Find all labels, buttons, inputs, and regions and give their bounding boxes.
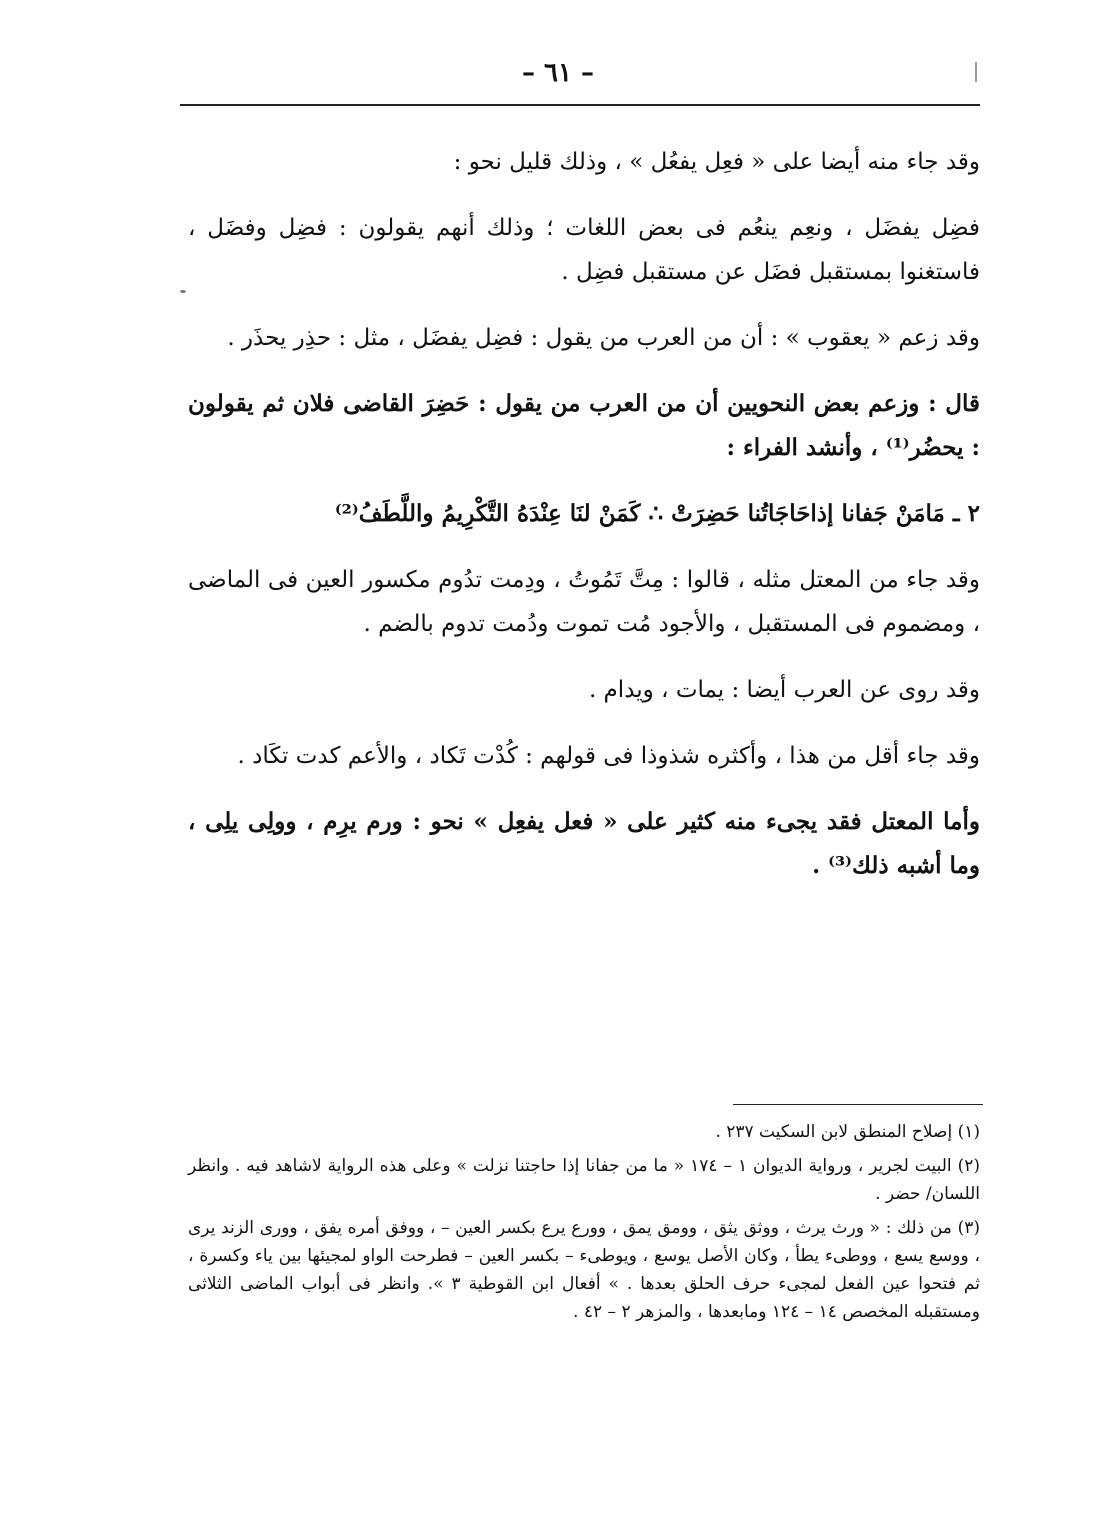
scan-speck	[975, 62, 977, 82]
scan-speck	[180, 290, 186, 293]
paragraph-2: فضِل يفضَل ، ونعِم ينعُم فى بعض اللغات ؛ وذلك أنهم يقولون : فضِل وفضَل ، فاستغنوا بمستقبل فضَل عن مستقبل فضِل .	[188, 215, 980, 285]
paragraph-8: وأما المعتل فقد يجىء منه كثير على « فعل يفعِل » نحو : ورم يرِم ، وولِى يلِى ، وما أشبه ذلك⁽³⁾ .	[188, 808, 980, 879]
paragraph-6: وقد روى عن العرب أيضا : يمات ، ويدام .	[588, 677, 980, 703]
header-rule	[180, 104, 980, 106]
footnote-separator	[733, 1104, 983, 1105]
paragraph-7: وقد جاء أقل من هذا ، وأكثره شذوذا فى قولهم : كُدْت تَكاد ، والأعم كدت تكَاد .	[237, 743, 980, 769]
paragraph-5: وقد جاء من المعتل مثله ، قالوا : مِتَّ تَمُوتُ ، ودِمت تدُوم مكسور العين فى الماضى ، ومضموم فى المستقبل ، والأجود مُت تموت ودُمت تدوم بالضم .	[188, 567, 980, 637]
page-number: – ٦١ –	[521, 58, 595, 88]
poetry-verse: ٢ ـ مَامَنْ جَفانا إذاحَاجَاتُنا حَضِرَتْ ∴ كَمَنْ لنَا عِنْدَهُ التَّكْرِيمُ واللَّطَفُ⁽²⁾	[334, 500, 980, 527]
footnotes	[188, 1118, 980, 1332]
footnote-2: (٢) البيت لجرير ، ورواية الديوان ١ – ١٧٤ « ما من جفانا إذا حاجتنا نزلت » وعلى هذه الرواية لاشاهد فيه . وانظر اللسان/ حضر .	[188, 1156, 980, 1204]
paragraph-3: وقد زعم « يعقوب » : أن من العرب من يقول : فضِل يفضَل ، مثل : حذِر يحذَر .	[227, 325, 980, 351]
main-text	[188, 140, 980, 910]
footnote-1: (١) إصلاح المنطق لابن السكيت ٢٣٧ .	[715, 1122, 980, 1142]
paragraph-1: وقد جاء منه أيضا على « فعِل يفعُل » ، وذلك قليل نحو :	[453, 149, 980, 175]
footnote-3: (٣) من ذلك : « ورث يرث ، ووثق يثق ، وومق يمق ، وورع يرع بكسر العين – ، ووفق أمره يفق ، وورى الزند يرى ، ووسع يسع ، ووطىء يطأ ، وكان الأصل يوسع ، ويوطىء – بكسر العين – فطرحت الواو لمجيئها بين ياء وكسرة ، ثم فتحوا عين الفعل لمجىء حرف الحلق بعدها . » أفعال ابن القوطية ٣ ». وانظر فى أبواب الماضى الثلاثى ومستقبله المخصص ١٤ – ١٢٤ ومابعدها ، والمزهر ٢ – ٤٢ .	[188, 1218, 980, 1322]
paragraph-4: قال : وزعم بعض النحويين أن من العرب من يقول : حَضِرَ القاضى فلان ثم يقولون : يحضُر⁽¹⁾ ، وأنشد الفراء :	[188, 390, 980, 461]
